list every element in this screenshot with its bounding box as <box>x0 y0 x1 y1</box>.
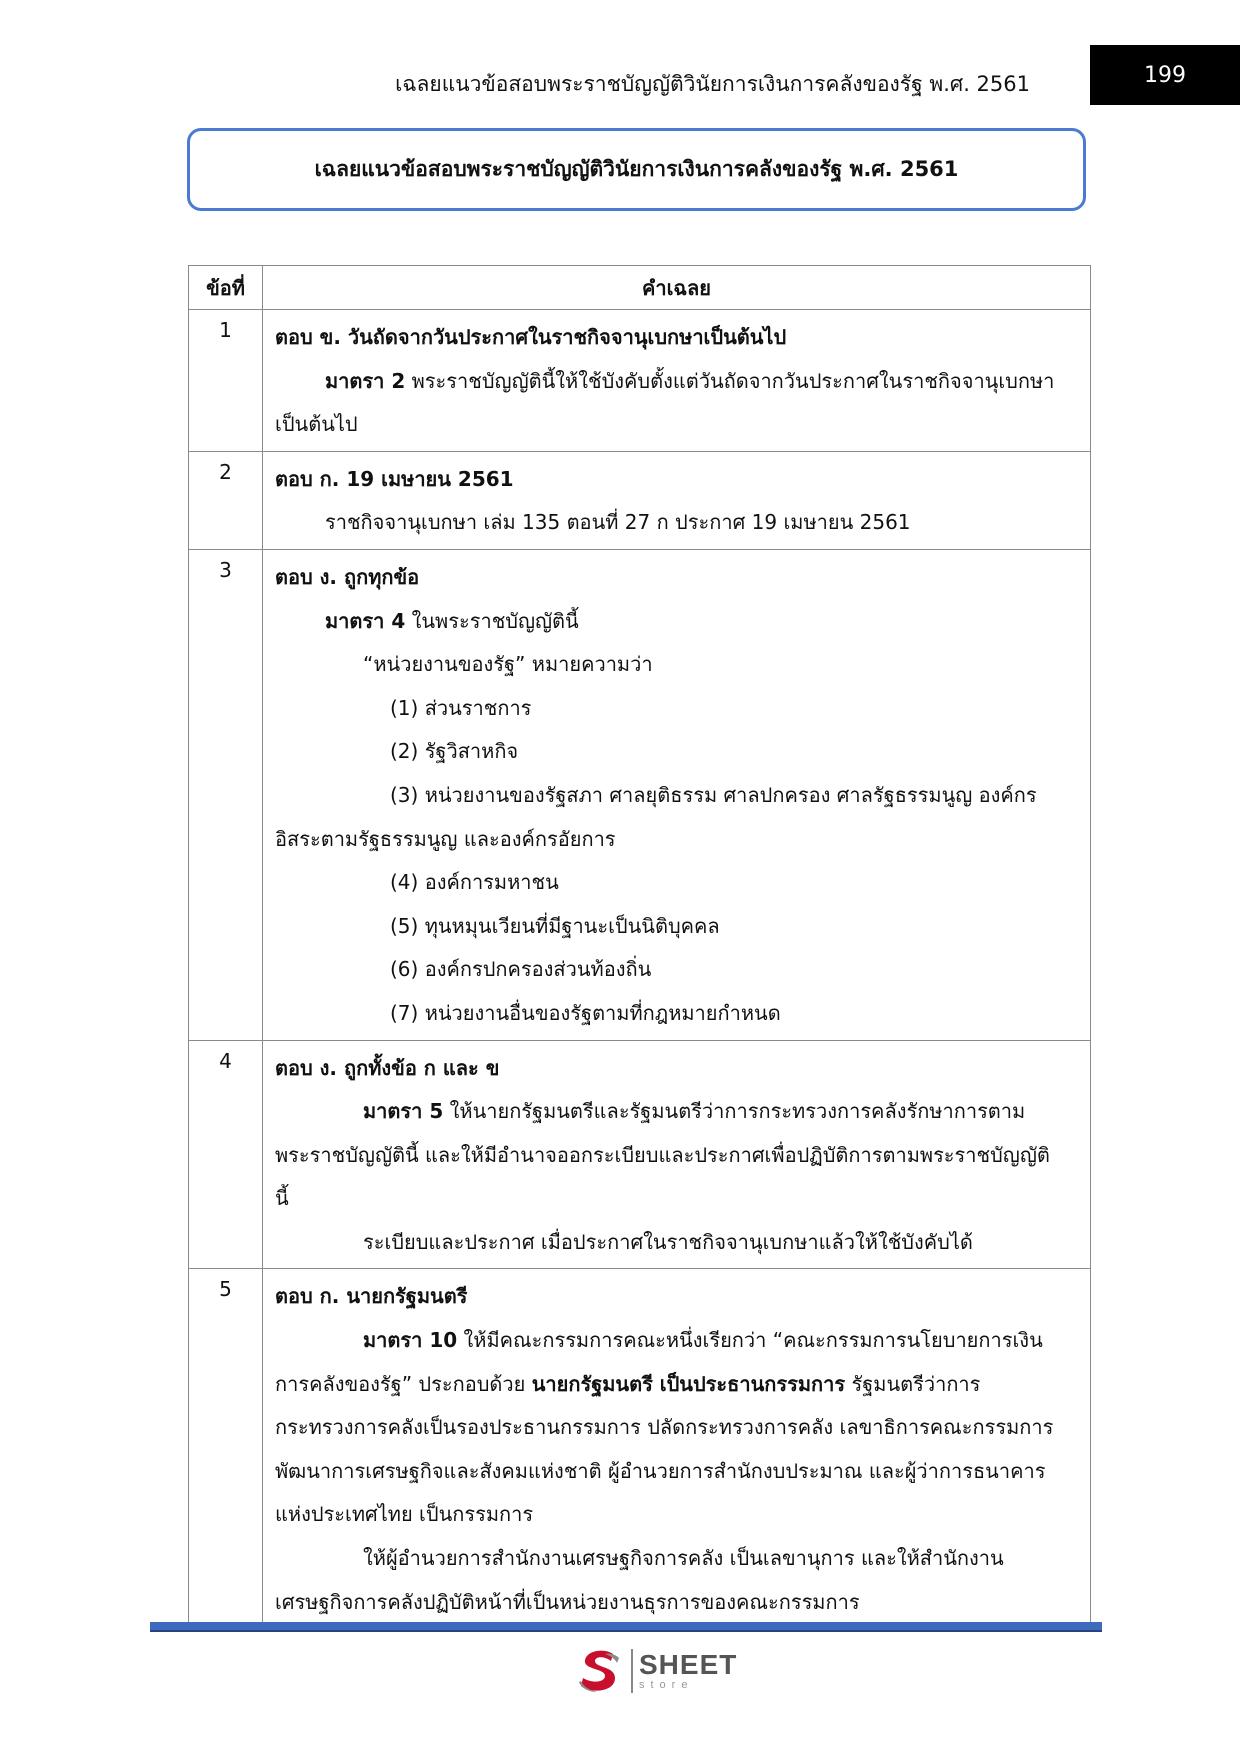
row-answer-cell <box>263 451 1091 549</box>
explanation-text: รัฐมนตรีว่าการ <box>845 1371 981 1396</box>
row-answer-cell <box>263 310 1091 452</box>
row-answer-cell <box>263 1269 1091 1629</box>
section-ref: มาตรา 5 <box>363 1099 444 1124</box>
list-item: (6) องค์กรปกครองส่วนท้องถิ่น <box>390 957 652 982</box>
answer-line: ตอบ ก. นายกรัฐมนตรี <box>275 1284 468 1309</box>
answer-line: ตอบ ก. 19 เมษายน 2561 <box>275 466 514 491</box>
header-no: ข้อที่ <box>189 266 263 310</box>
table-row <box>189 1269 1091 1629</box>
answer-line: ตอบ ง. ถูกทุกข้อ <box>275 564 420 589</box>
answer-line: ตอบ ง. ถูกทั้งข้อ ก และ ข <box>275 1055 500 1080</box>
logo-separator <box>631 1649 633 1693</box>
explanation-line <box>275 360 1078 404</box>
list-item: (2) รัฐวิสาหกิจ <box>390 739 519 764</box>
emphasis-text: นายกรัฐมนตรี เป็นประธานกรรมการ <box>531 1371 846 1396</box>
explanation-line <box>275 1090 1078 1134</box>
row-number: 1 <box>189 310 263 452</box>
answer-line: ตอบ ข. วันถัดจากวันประกาศในราชกิจจานุเบกษาเป็นต้นไป <box>275 325 787 349</box>
section-ref: มาตรา 2 <box>325 368 406 393</box>
explanation-line: ราชกิจจานุเบกษา เล่ม 135 ตอนที่ 27 ก ประกาศ 19 เมษายน 2561 <box>325 510 911 535</box>
list-item: (4) องค์การมหาชน <box>390 870 559 895</box>
explanation-line <box>275 1363 1078 1407</box>
sheet-store-logo <box>575 1646 737 1696</box>
table-row <box>189 1040 1091 1269</box>
list-item: (7) หน่วยงานอื่นของรัฐตามที่กฎหมายกำหนด <box>390 1000 781 1025</box>
explanation-line <box>275 600 1078 644</box>
explanation-line: ระเบียบและประกาศ เมื่อประกาศในราชกิจจานุเบกษาแล้วให้ใช้บังคับได้ <box>363 1229 973 1254</box>
row-number: 5 <box>189 1269 263 1629</box>
table-header-row <box>189 266 1091 310</box>
list-item: (3) หน่วยงานของรัฐสภา ศาลยุติธรรม ศาลปกครอง ศาลรัฐธรรมนูญ องค์กร <box>390 782 1037 807</box>
page-title-text: เฉลยแนวข้อสอบพระราชบัญญัติวินัยการเงินการคลังของรัฐ พ.ศ. 2561 <box>314 157 959 181</box>
explanation-line: นี้ <box>275 1186 289 1211</box>
running-header: เฉลยแนวข้อสอบพระราชบัญญัติวินัยการเงินการคลังของรัฐ พ.ศ. 2561 <box>395 72 1030 96</box>
logo-subtitle: store <box>639 1679 694 1691</box>
explanation-text: ในพระราชบัญญัตินี้ <box>405 608 579 633</box>
list-item: (5) ทุนหมุนเวียนที่มีฐานะเป็นนิติบุคคล <box>390 913 720 938</box>
table-row <box>189 549 1091 1040</box>
page-number: 199 <box>1090 45 1240 105</box>
list-item: (1) ส่วนราชการ <box>390 695 532 720</box>
section-ref: มาตรา 4 <box>325 608 406 633</box>
explanation-line: กระทรวงการคลังเป็นรองประธานกรรมการ ปลัดกระทรวงการคลัง เลขาธิการคณะกรรมการ <box>275 1415 1054 1440</box>
explanation-line: อิสระตามรัฐธรรมนูญ และองค์กรอัยการ <box>275 826 616 851</box>
row-answer-cell <box>263 1040 1091 1269</box>
header-answer: คำเฉลย <box>263 266 1091 310</box>
explanation-text: พระราชบัญญัตินี้ให้ใช้บังคับตั้งแต่วันถัดจากวันประกาศในราชกิจจานุเบกษา <box>405 368 1055 393</box>
table-row <box>189 310 1091 452</box>
explanation-line: ให้ผู้อำนวยการสำนักงานเศรษฐกิจการคลัง เป็นเลขานุการ และให้สำนักงาน <box>363 1546 1004 1571</box>
row-answer-cell <box>263 549 1091 1040</box>
explanation-line: “หน่วยงานของรัฐ” หมายความว่า <box>363 652 653 677</box>
row-number: 4 <box>189 1040 263 1269</box>
answer-table <box>188 265 1091 1629</box>
explanation-line: แห่งประเทศไทย เป็นกรรมการ <box>275 1502 534 1527</box>
section-ref: มาตรา 10 <box>363 1328 458 1353</box>
page-title <box>187 128 1086 211</box>
explanation-text: ให้มีคณะกรรมการคณะหนึ่งเรียกว่า “คณะกรรมการนโยบายการเงิน <box>457 1328 1043 1353</box>
explanation-line: พระราชบัญญัตินี้ และให้มีอำนาจออกระเบียบและประกาศเพื่อปฏิบัติการตามพระราชบัญญัติ <box>275 1142 1050 1167</box>
sheet-store-s-logo-icon <box>575 1646 625 1696</box>
explanation-line <box>275 1319 1078 1363</box>
explanation-line: พัฒนาการเศรษฐกิจและสังคมแห่งชาติ ผู้อำนวยการสำนักงบประมาณ และผู้ว่าการธนาคาร <box>275 1458 1046 1483</box>
explanation-line: เป็นต้นไป <box>275 412 358 437</box>
row-number: 3 <box>189 549 263 1040</box>
explanation-text: การคลังของรัฐ” ประกอบด้วย <box>275 1371 532 1396</box>
logo-text <box>639 1651 737 1691</box>
logo-word: SHEET <box>639 1649 738 1680</box>
footer-divider <box>150 1622 1102 1632</box>
row-number: 2 <box>189 451 263 549</box>
explanation-text: ให้นายกรัฐมนตรีและรัฐมนตรีว่าการกระทรวงการคลังรักษาการตาม <box>443 1099 1026 1124</box>
explanation-line: เศรษฐกิจการคลังปฏิบัติหน้าที่เป็นหน่วยงานธุรการของคณะกรรมการ <box>275 1589 860 1614</box>
table-row <box>189 451 1091 549</box>
